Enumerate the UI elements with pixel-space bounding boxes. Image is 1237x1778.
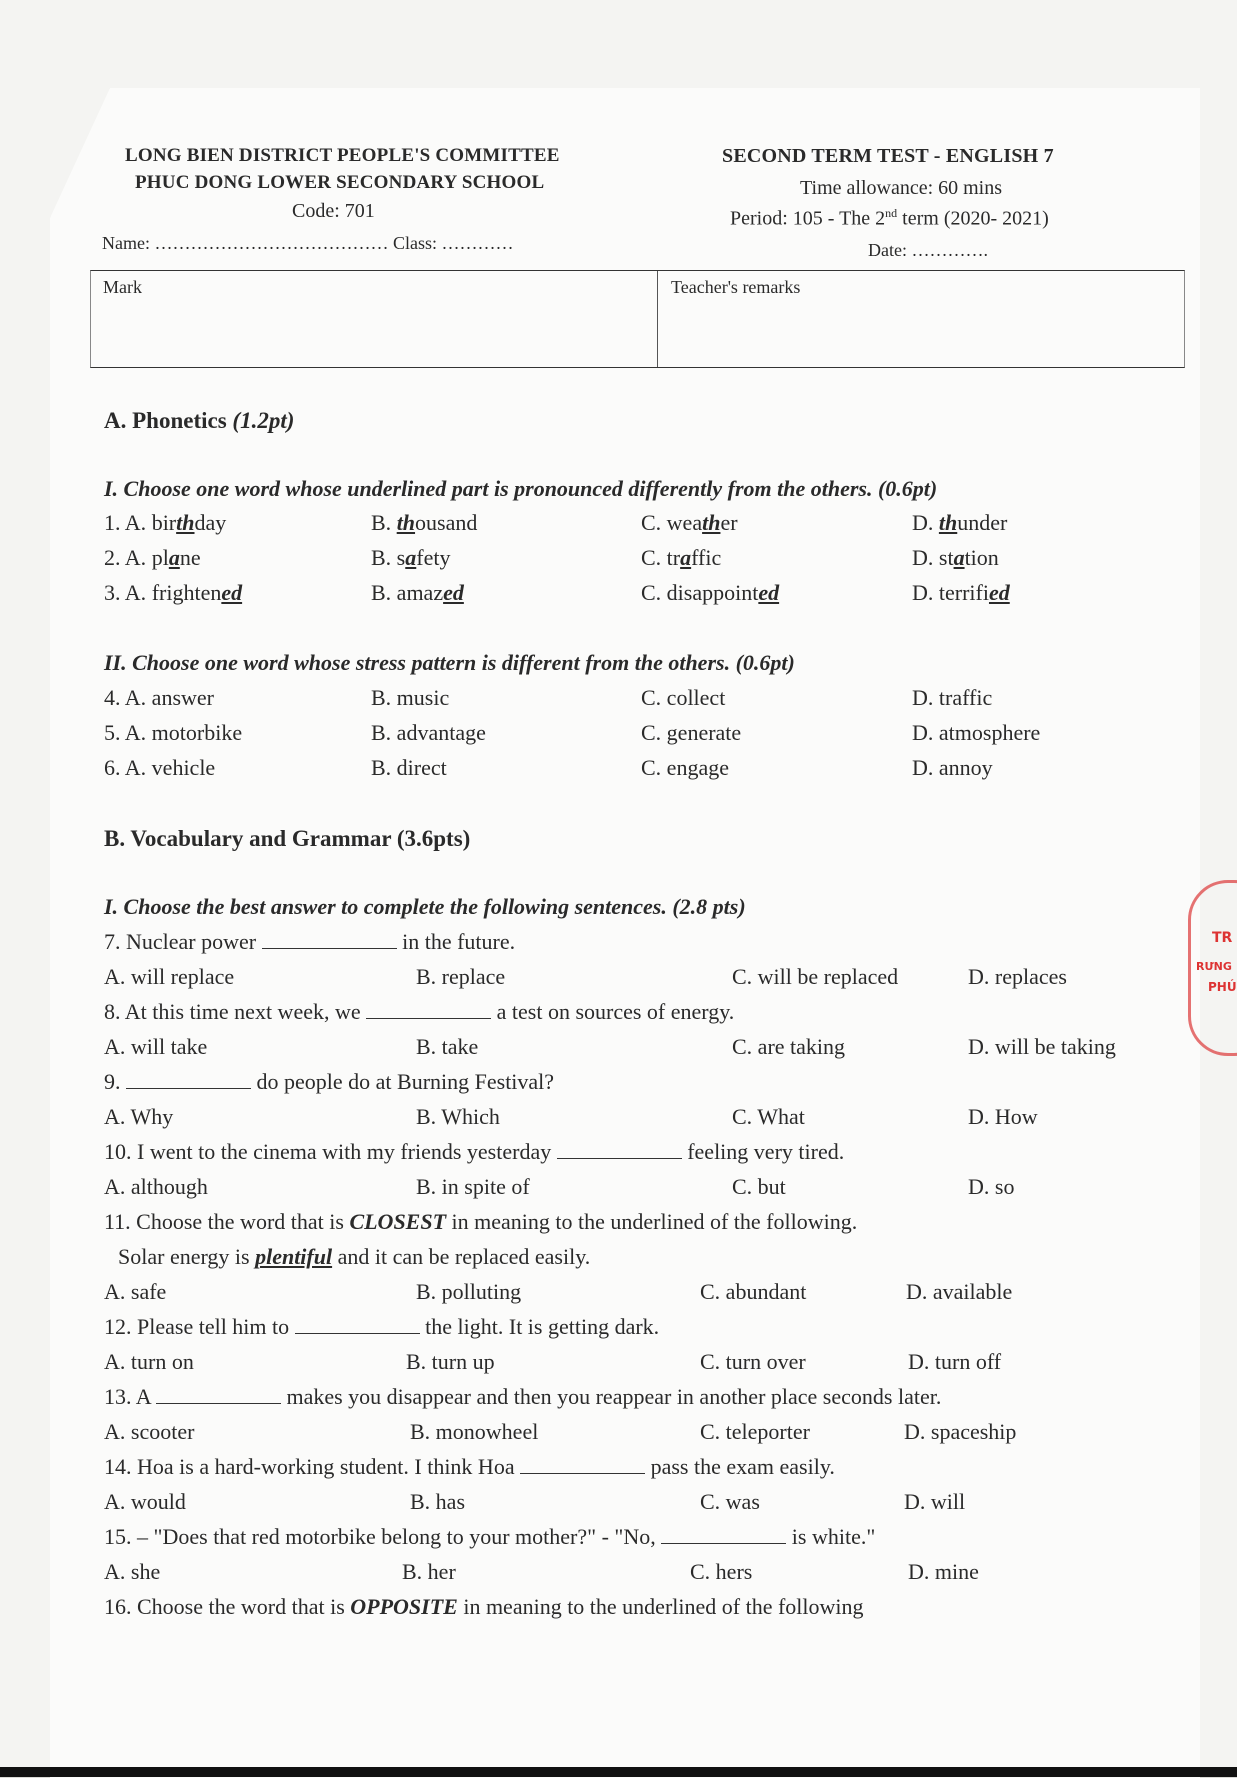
q2-option-a: 2. A. plane bbox=[104, 545, 201, 570]
q7-stem: 7. Nuclear power in the future. bbox=[104, 929, 516, 954]
section-a-part2-instruction: II. Choose one word whose stress pattern is different from the others. (0.6pt) bbox=[104, 650, 795, 675]
q9-option-d: D. How bbox=[968, 1104, 1038, 1129]
q8-option-b: B. take bbox=[416, 1034, 479, 1059]
stamp-text-1: TR bbox=[1212, 930, 1233, 946]
q10-option-b: B. in spite of bbox=[416, 1174, 530, 1199]
q14-option-a: A. would bbox=[104, 1489, 186, 1514]
q14-option-c: C. was bbox=[700, 1489, 760, 1514]
q9-option-b: B. Which bbox=[416, 1104, 500, 1129]
q15-stem: 15. – "Does that red motorbike belong to your mother?" - "No, is white." bbox=[104, 1524, 876, 1549]
q16-stem: 16. Choose the word that is OPPOSITE in meaning to the underlined of the following bbox=[104, 1594, 864, 1619]
q2-option-d: D. station bbox=[912, 545, 999, 570]
school-name: PHUC DONG LOWER SECONDARY SCHOOL bbox=[135, 172, 545, 193]
stamp-text-2: RƯNG bbox=[1196, 960, 1232, 973]
q3-option-c: C. disappointed bbox=[641, 580, 780, 605]
q11-option-b: B. polluting bbox=[416, 1279, 522, 1304]
name-class-field: Name: ………………………………… Class: ………… bbox=[102, 233, 514, 253]
q10-option-d: D. so bbox=[968, 1174, 1015, 1199]
q13-option-d: D. spaceship bbox=[904, 1419, 1017, 1444]
q14-stem: 14. Hoa is a hard-working student. I think Hoa pass the exam easily. bbox=[104, 1454, 835, 1479]
q2-option-c: C. traffic bbox=[641, 545, 722, 570]
q1-option-c: C. weather bbox=[641, 510, 738, 535]
q3-option-a: 3. A. frightened bbox=[104, 580, 243, 605]
committee-name: LONG BIEN DISTRICT PEOPLE'S COMMITTEE bbox=[125, 145, 560, 166]
mark-box bbox=[90, 270, 1185, 368]
q6-option-c: C. engage bbox=[641, 755, 729, 780]
q5-option-d: D. atmosphere bbox=[912, 720, 1041, 745]
q10-option-c: C. but bbox=[732, 1174, 786, 1199]
q1-option-a: 1. A. birthday bbox=[104, 510, 227, 535]
test-title: SECOND TERM TEST - ENGLISH 7 bbox=[722, 145, 1054, 167]
q4-option-c: C. collect bbox=[641, 685, 726, 710]
q1-option-b: B. thousand bbox=[371, 510, 478, 535]
scan-edge-bar bbox=[0, 1767, 1237, 1777]
q7-option-b: B. replace bbox=[416, 964, 506, 989]
q11-option-c: C. abundant bbox=[700, 1279, 807, 1304]
q12-stem: 12. Please tell him to the light. It is getting dark. bbox=[104, 1314, 660, 1339]
q8-stem: 8. At this time next week, we a test on sources of energy. bbox=[104, 999, 735, 1024]
q13-stem: 13. A makes you disappear and then you reappear in another place seconds later. bbox=[104, 1384, 942, 1409]
mark-label: Mark bbox=[103, 277, 142, 297]
section-b-title: B. Vocabulary and Grammar (3.6pts) bbox=[104, 826, 471, 851]
q15-option-b: B. her bbox=[402, 1559, 456, 1584]
q12-option-a: A. turn on bbox=[104, 1349, 194, 1374]
q10-option-a: A. although bbox=[104, 1174, 208, 1199]
q10-stem: 10. I went to the cinema with my friends yesterday feeling very tired. bbox=[104, 1139, 845, 1164]
q13-option-c: C. teleporter bbox=[700, 1419, 810, 1444]
q13-option-b: B. monowheel bbox=[410, 1419, 539, 1444]
teacher-remarks-label: Teacher's remarks bbox=[671, 277, 801, 297]
q2-option-b: B. safety bbox=[371, 545, 451, 570]
q9-option-c: C. What bbox=[732, 1104, 805, 1129]
q15-option-a: A. she bbox=[104, 1559, 161, 1584]
q4-option-b: B. music bbox=[371, 685, 450, 710]
section-a-part1-instruction: I. Choose one word whose underlined part is pronounced differently from the others. (0.6pt) bbox=[104, 476, 938, 501]
q4-option-d: D. traffic bbox=[912, 685, 993, 710]
date-field: Date: …………. bbox=[868, 240, 988, 260]
q5-option-c: C. generate bbox=[641, 720, 742, 745]
section-b-part1-instruction: I. Choose the best answer to complete the following sentences. (2.8 pts) bbox=[104, 894, 746, 919]
q7-option-c: C. will be replaced bbox=[732, 964, 899, 989]
q6-option-d: D. annoy bbox=[912, 755, 993, 780]
q11-stem: 11. Choose the word that is CLOSEST in meaning to the underlined of the following. bbox=[104, 1209, 858, 1234]
q1-option-d: D. thunder bbox=[912, 510, 1008, 535]
q8-option-d: D. will be taking bbox=[968, 1034, 1116, 1059]
q12-option-d: D. turn off bbox=[908, 1349, 1002, 1374]
q15-option-d: D. mine bbox=[908, 1559, 979, 1584]
q3-option-d: D. terrified bbox=[912, 580, 1010, 605]
q9-option-a: A. Why bbox=[104, 1104, 174, 1129]
q7-option-d: D. replaces bbox=[968, 964, 1067, 989]
q4-option-a: 4. A. answer bbox=[104, 685, 214, 710]
q7-option-a: A. will replace bbox=[104, 964, 235, 989]
q6-option-b: B. direct bbox=[371, 755, 447, 780]
q9-stem: 9. do people do at Burning Festival? bbox=[104, 1069, 555, 1094]
q11-sentence: Solar energy is plentiful and it can be replaced easily. bbox=[118, 1244, 591, 1269]
q5-option-b: B. advantage bbox=[371, 720, 486, 745]
q14-option-d: D. will bbox=[904, 1489, 966, 1514]
q13-option-a: A. scooter bbox=[104, 1419, 195, 1444]
q6-option-a: 6. A. vehicle bbox=[104, 755, 216, 780]
q11-option-d: D. available bbox=[906, 1279, 1013, 1304]
test-code: Code: 701 bbox=[292, 200, 375, 222]
q8-option-a: A. will take bbox=[104, 1034, 208, 1059]
period-info: Period: 105 - The 2nd term (2020- 2021) bbox=[730, 206, 1049, 230]
q12-option-b: B. turn up bbox=[406, 1349, 495, 1374]
q14-option-b: B. has bbox=[410, 1489, 465, 1514]
q5-option-a: 5. A. motorbike bbox=[104, 720, 243, 745]
section-a-title: A. Phonetics (1.2pt) bbox=[104, 408, 295, 433]
q11-option-a: A. safe bbox=[104, 1279, 167, 1304]
q15-option-c: C. hers bbox=[690, 1559, 753, 1584]
time-allowance: Time allowance: 60 mins bbox=[800, 177, 1003, 199]
q3-option-b: B. amazed bbox=[371, 580, 464, 605]
q8-option-c: C. are taking bbox=[732, 1034, 846, 1059]
q12-option-c: C. turn over bbox=[700, 1349, 806, 1374]
stamp-text-3: PHÚ bbox=[1208, 980, 1237, 994]
